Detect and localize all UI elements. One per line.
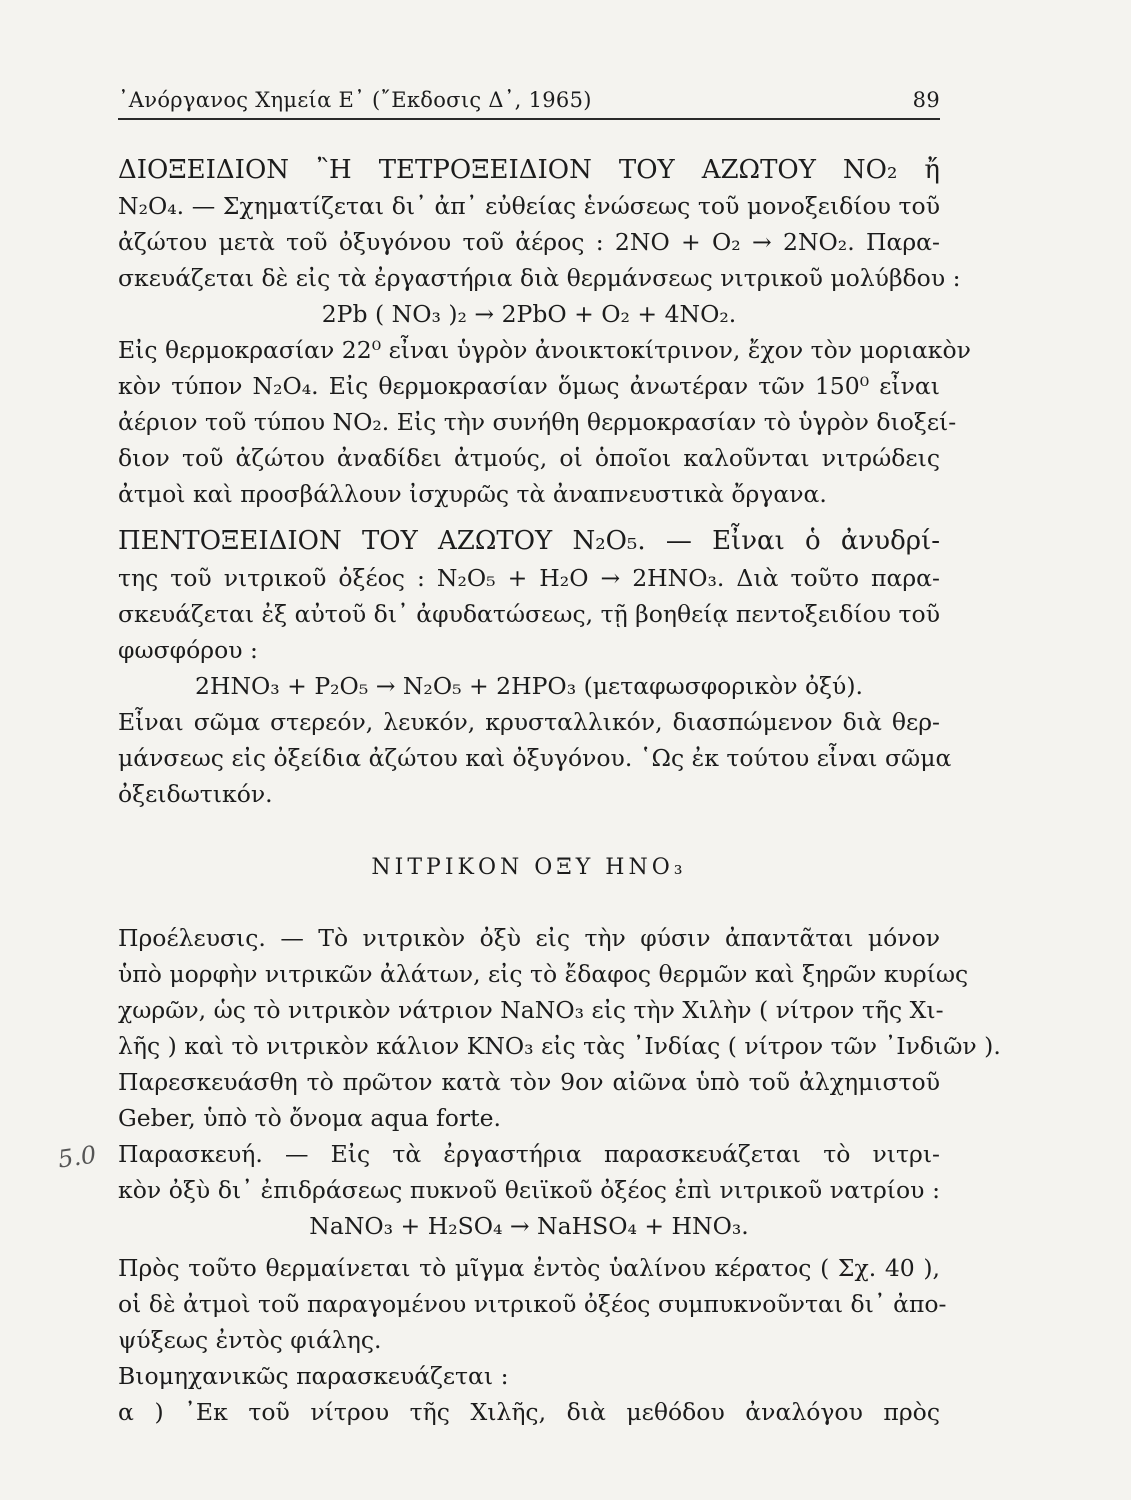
text-line: Προέλευσις. — Τὸ νιτρικὸν ὀξὺ εἰς τὴν φύσιν ἀπαντᾶται μόνον: [118, 924, 940, 952]
text-line: ἀτμοὶ καὶ προσβάλλουν ἰσχυρῶς τὰ ἀναπνευστικὰ ὄργανα.: [118, 480, 827, 508]
text-line: μάνσεως εἰς ὀξείδια ἀζώτου καὶ ὀξυγόνου. ῾Ως ἐκ τούτου εἶναι σῶμα: [118, 744, 952, 772]
text-line: Βιομηχανικῶς παρασκευάζεται :: [118, 1362, 509, 1390]
text-line: κὸν ὀξὺ δι᾽ ἐπιδράσεως πυκνοῦ θειϊκοῦ ὀξέος ἐπὶ νιτρικοῦ νατρίου :: [118, 1176, 940, 1204]
text-line: ἀέριον τοῦ τύπου NO₂. Εἰς τὴν συνήθη θερμοκρασίαν τὸ ὑγρὸν διοξεί-: [118, 408, 957, 436]
equation-line: 2HNO₃ + P₂O₅ → N₂O₅ + 2HPO₃ (μεταφωσφορικὸν ὀξύ).: [195, 672, 863, 700]
text-line: σκευάζεται δὲ εἰς τὰ ἐργαστήρια διὰ θερμάνσεως νιτρικοῦ μολύβδου :: [118, 264, 961, 292]
text-line: οἱ δὲ ἀτμοὶ τοῦ παραγομένου νιτρικοῦ ὀξέος συμπυκνοῦνται δι᾽ ἀπο-: [118, 1290, 947, 1318]
text-line: Παρεσκευάσθη τὸ πρῶτον κατὰ τὸν 9ον αἰῶνα ὑπὸ τοῦ ἀλχημιστοῦ: [118, 1068, 940, 1096]
page-number: 89: [912, 88, 940, 112]
text-line: ψύξεως ἐντὸς φιάλης.: [118, 1326, 382, 1354]
text-line: της τοῦ νιτρικοῦ ὀξέος : N₂O₅ + H₂O → 2HNO₃. Διὰ τοῦτο παρα-: [118, 564, 940, 592]
section-heading-nitrogen-dioxide: ΔΙΟΞΕΙΔΙΟΝ ῍Η ΤΕΤΡΟΞΕΙΔΙΟΝ ΤΟΥ ΑΖΩΤΟΥ NO₂ ἤ: [118, 155, 940, 185]
text-line: Geber, ὑπὸ τὸ ὄνομα aqua forte.: [118, 1104, 501, 1132]
text-line: κὸν τύπον N₂O₄. Εἰς θερμοκρασίαν ὅμως ἀνωτέραν τῶν 150⁰ εἶναι: [118, 372, 940, 400]
handwritten-margin-note: 5.0: [56, 1140, 98, 1174]
text-line: Εἰς θερμοκρασίαν 22⁰ εἶναι ὑγρὸν ἀνοικτοκίτρινον, ἔχον τὸν μοριακὸν: [118, 336, 971, 364]
equation-line: NaNO₃ + H₂SO₄ → NaHSO₄ + HNO₃.: [309, 1212, 749, 1240]
text-line: Πρὸς τοῦτο θερμαίνεται τὸ μῖγμα ἐντὸς ὑαλίνου κέρατος ( Σχ. 40 ),: [118, 1254, 940, 1282]
text-line: διον τοῦ ἀζώτου ἀναδίδει ἀτμούς, οἱ ὁποῖοι καλοῦνται νιτρώδεις: [118, 444, 940, 472]
text-line: Εἶναι σῶμα στερεόν, λευκόν, κρυσταλλικόν, διασπώμενον διὰ θερ-: [118, 708, 940, 736]
running-header: [118, 84, 940, 120]
section-heading-nitric-acid: ΝΙΤΡΙΚΟΝ ΟΞΥ HNO₃: [371, 855, 687, 880]
text-line: ὑπὸ μορφὴν νιτρικῶν ἀλάτων, εἰς τὸ ἔδαφος θερμῶν καὶ ξηρῶν κυρίως: [118, 960, 969, 988]
text-line: ὀξειδωτικόν.: [118, 780, 273, 808]
text-line: λῆς ) καὶ τὸ νιτρικὸν κάλιον KNO₃ εἰς τὰς ᾽Ινδίας ( νίτρον τῶν ᾽Ινδιῶν ).: [118, 1032, 1001, 1060]
equation-line: 2Pb ( NO₃ )₂ → 2PbO + O₂ + 4NO₂.: [321, 300, 737, 328]
text-line: φωσφόρου :: [118, 636, 258, 664]
text-line: χωρῶν, ὡς τὸ νιτρικὸν νάτριον NaNO₃ εἰς τὴν Χιλὴν ( νίτρον τῆς Χι-: [118, 996, 944, 1024]
section-heading-nitrogen-pentoxide: ΠΕΝΤΟΞΕΙΔΙΟΝ ΤΟΥ ΑΖΩΤΟΥ N₂O₅. — Εἶναι ὁ ἀνυδρί-: [118, 526, 940, 556]
text-line: N₂O₄. — Σχηματίζεται δι᾽ ἀπ᾽ εὐθείας ἑνώσεως τοῦ μονοξειδίου τοῦ: [118, 192, 940, 220]
text-line: σκευάζεται ἐξ αὐτοῦ δι᾽ ἀφυδατώσεως, τῇ βοηθείᾳ πεντοξειδίου τοῦ: [118, 600, 940, 628]
header-title: ᾽Ανόργανος Χημεία Ε᾽ (῎Εκδοσις Δ᾽, 1965): [118, 88, 592, 112]
text-line: ἀζώτου μετὰ τοῦ ὀξυγόνου τοῦ ἀέρος : 2NO + O₂ → 2NO₂. Παρα-: [118, 228, 940, 256]
text-line: Παρασκευή. — Εἰς τὰ ἐργαστήρια παρασκευάζεται τὸ νιτρι-: [118, 1140, 940, 1168]
text-line: α ) ᾽Εκ τοῦ νίτρου τῆς Χιλῆς, διὰ μεθόδου ἀναλόγου πρὸς: [118, 1398, 940, 1426]
